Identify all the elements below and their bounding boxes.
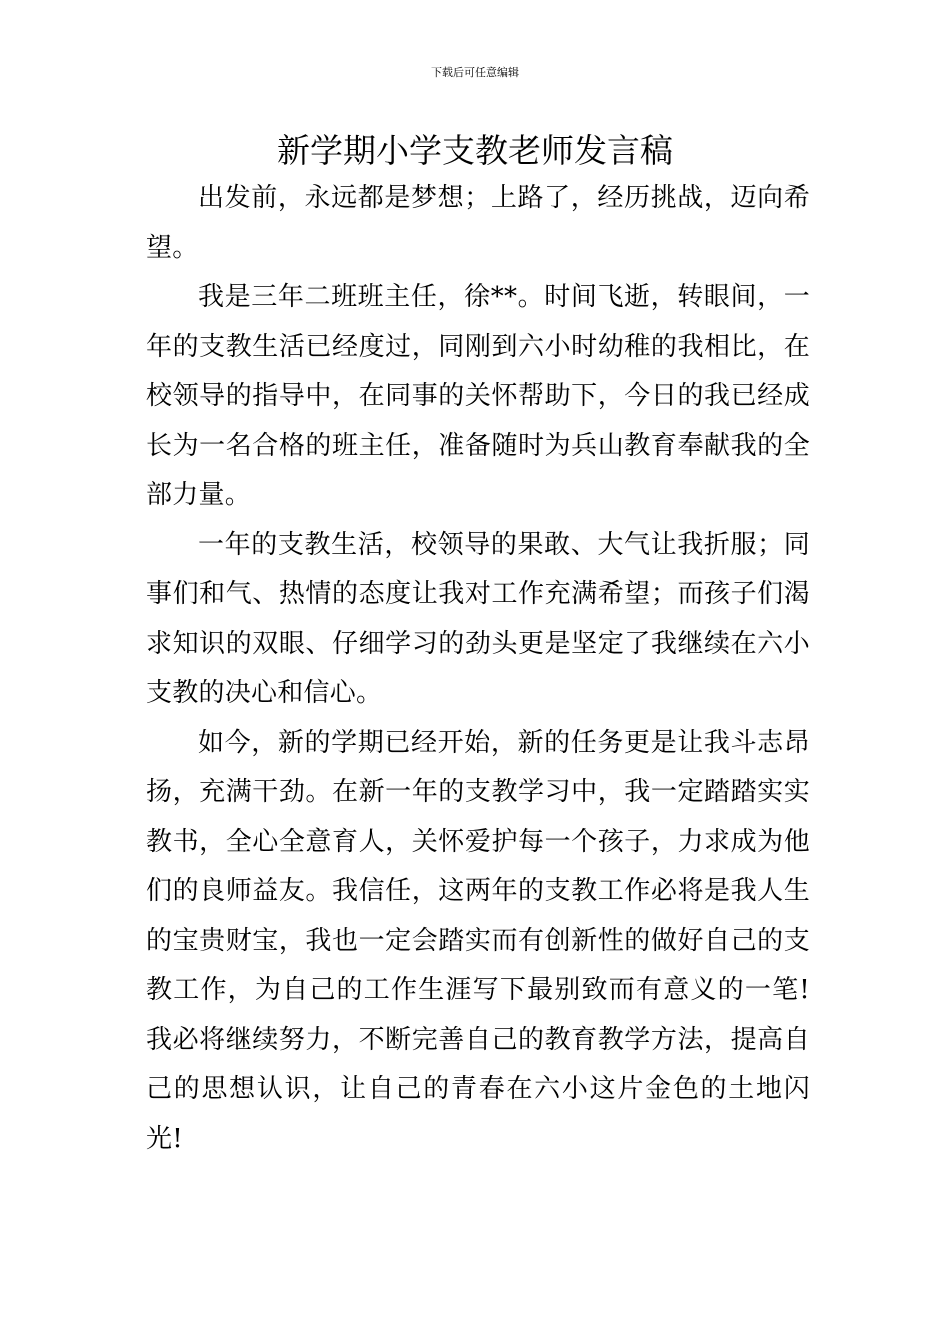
header-note: 下载后可任意编辑	[431, 66, 519, 79]
document-body	[146, 174, 810, 1164]
paragraph-1: 出发前，永远都是梦想；上路了，经历挑战，迈向希望。	[146, 183, 810, 263]
paragraph-4: 如今，新的学期已经开始，新的任务更是让我斗志昂扬，充满干劲。在新一年的支教学习中，我一定踏踏实实教书，全心全意育人，关怀爱护每一个孩子，力求成为他们的良师益友。我信任，这两年的支教工作必将是我人生的宝贵财宝，我也一定会踏实而有创新性的做好自己的支教工作，为自己的工作生涯写下最别致而有意义的一笔!我必将继续努力，不断完善自己的教育教学方法，提高自己的思想认识，让自己的青春在六小这片金色的土地闪光!	[146, 727, 810, 1154]
paragraph-3: 一年的支教生活，校领导的果敢、大气让我折服；同事们和气、热情的态度让我对工作充满希望；而孩子们渴求知识的双眼、仔细学习的劲头更是坚定了我继续在六小支教的决心和信心。	[146, 529, 810, 708]
document-title: 新学期小学支教老师发言稿	[277, 131, 673, 170]
paragraph-2: 我是三年二班班主任，徐**。时间飞逝，转眼间，一年的支教生活已经度过，同刚到六小时幼稚的我相比，在校领导的指导中，在同事的关怀帮助下，今日的我已经成长为一名合格的班主任，准备随时为兵山教育奉献我的全部力量。	[146, 282, 810, 510]
